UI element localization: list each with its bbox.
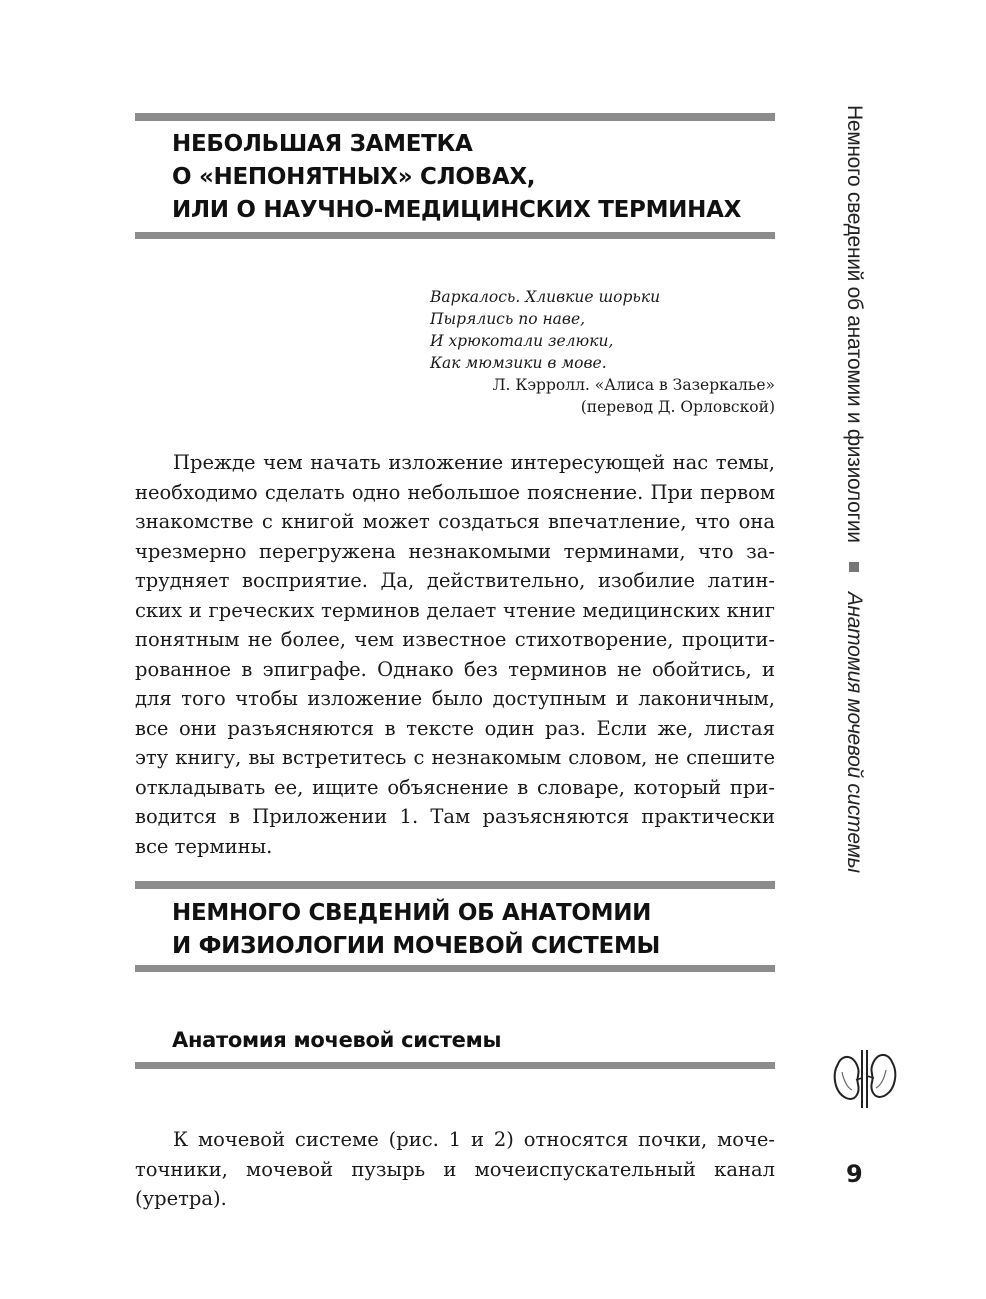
paragraph-line: трудняет восприятие. Да, действительно, изобилие латин-: [135, 569, 775, 592]
section-heading: [172, 897, 660, 963]
separator-square-icon: [849, 562, 859, 572]
paragraph-line: эту книгу, вы встретитесь с незнакомым словом, не спешите: [135, 746, 775, 769]
running-head-section: Анатомия мочевой системы: [843, 591, 866, 873]
running-head: [842, 105, 866, 873]
paragraph-line: водится в Приложении 1. Там разъясняются практически: [135, 805, 775, 828]
heading-bottom-rule: [135, 965, 775, 972]
paragraph-line: точники, мочевой пузырь и мочеиспускательный канал: [135, 1157, 775, 1181]
paragraph-line: откладывать ее, ищите объяснение в словаре, который при-: [135, 775, 775, 799]
paragraph-line: для того чтобы изложение было доступным и лаконичным,: [135, 687, 775, 710]
paragraph-line: рованное в эпиграфе. Однако без терминов не обойтись, и: [135, 657, 775, 681]
paragraph-line: (уретра).: [135, 1187, 227, 1210]
paragraph-line: Прежде чем начать изложение интересующей нас темы,: [173, 451, 775, 474]
body-paragraph: [135, 1125, 775, 1214]
heading-bottom-rule: [135, 232, 775, 239]
paragraph-line: необходимо сделать одно небольшое пояснение. При первом: [135, 480, 775, 504]
section-heading: [172, 128, 741, 227]
paragraph-line: знакомстве с книгой может создаться впечатление, что она: [135, 510, 775, 533]
subheading-rule: [135, 1062, 775, 1069]
heading-line: НЕБОЛЬШАЯ ЗАМЕТКА: [172, 131, 473, 157]
epigraph: [430, 286, 775, 418]
paragraph-line: все они разъясняются в тексте один раз. Если же, листая: [135, 716, 775, 740]
paragraph-line: К мочевой системе (рис. 1 и 2) относятся почки, моче-: [173, 1128, 775, 1151]
paragraph-line: понятным не более, чем известное стихотворение, процити-: [135, 628, 775, 651]
paragraph-line: все термины.: [135, 834, 273, 858]
heading-top-rule: [135, 881, 775, 889]
epigraph-line: Варкалось. Хливкие шорьки: [430, 288, 661, 306]
kidneys-icon: [830, 1042, 900, 1112]
heading-line: О «НЕПОНЯТНЫХ» СЛОВАХ,: [172, 164, 536, 190]
heading-line: ИЛИ О НАУЧНО-МЕДИЦИНСКИХ ТЕРМИНАХ: [172, 197, 741, 223]
heading-line: НЕМНОГО СВЕДЕНИЙ ОБ АНАТОМИИ: [172, 900, 652, 926]
epigraph-line: Пырялись по наве,: [430, 310, 586, 328]
page-number: 9: [846, 1160, 863, 1188]
epigraph-line: Как мюмзики в мове.: [430, 354, 607, 372]
subheading: Анатомия мочевой системы: [172, 1028, 502, 1052]
paragraph-line: чрезмерно перегружена незнакомыми терминами, что за-: [135, 539, 775, 563]
heading-line: И ФИЗИОЛОГИИ МОЧЕВОЙ СИСТЕМЫ: [172, 933, 661, 959]
running-head-chapter: Немного сведений об анатомии и физиологии: [843, 105, 866, 543]
epigraph-source: Л. Кэрролл. «Алиса в Зазеркалье»: [492, 376, 775, 394]
epigraph-line: И хрюкотали зелюки,: [430, 332, 614, 350]
body-paragraph: [135, 448, 775, 861]
epigraph-translation: (перевод Д. Орловской): [580, 398, 775, 416]
heading-top-rule: [135, 113, 775, 121]
paragraph-line: ских и греческих терминов делает чтение медицинских книг: [135, 598, 775, 622]
